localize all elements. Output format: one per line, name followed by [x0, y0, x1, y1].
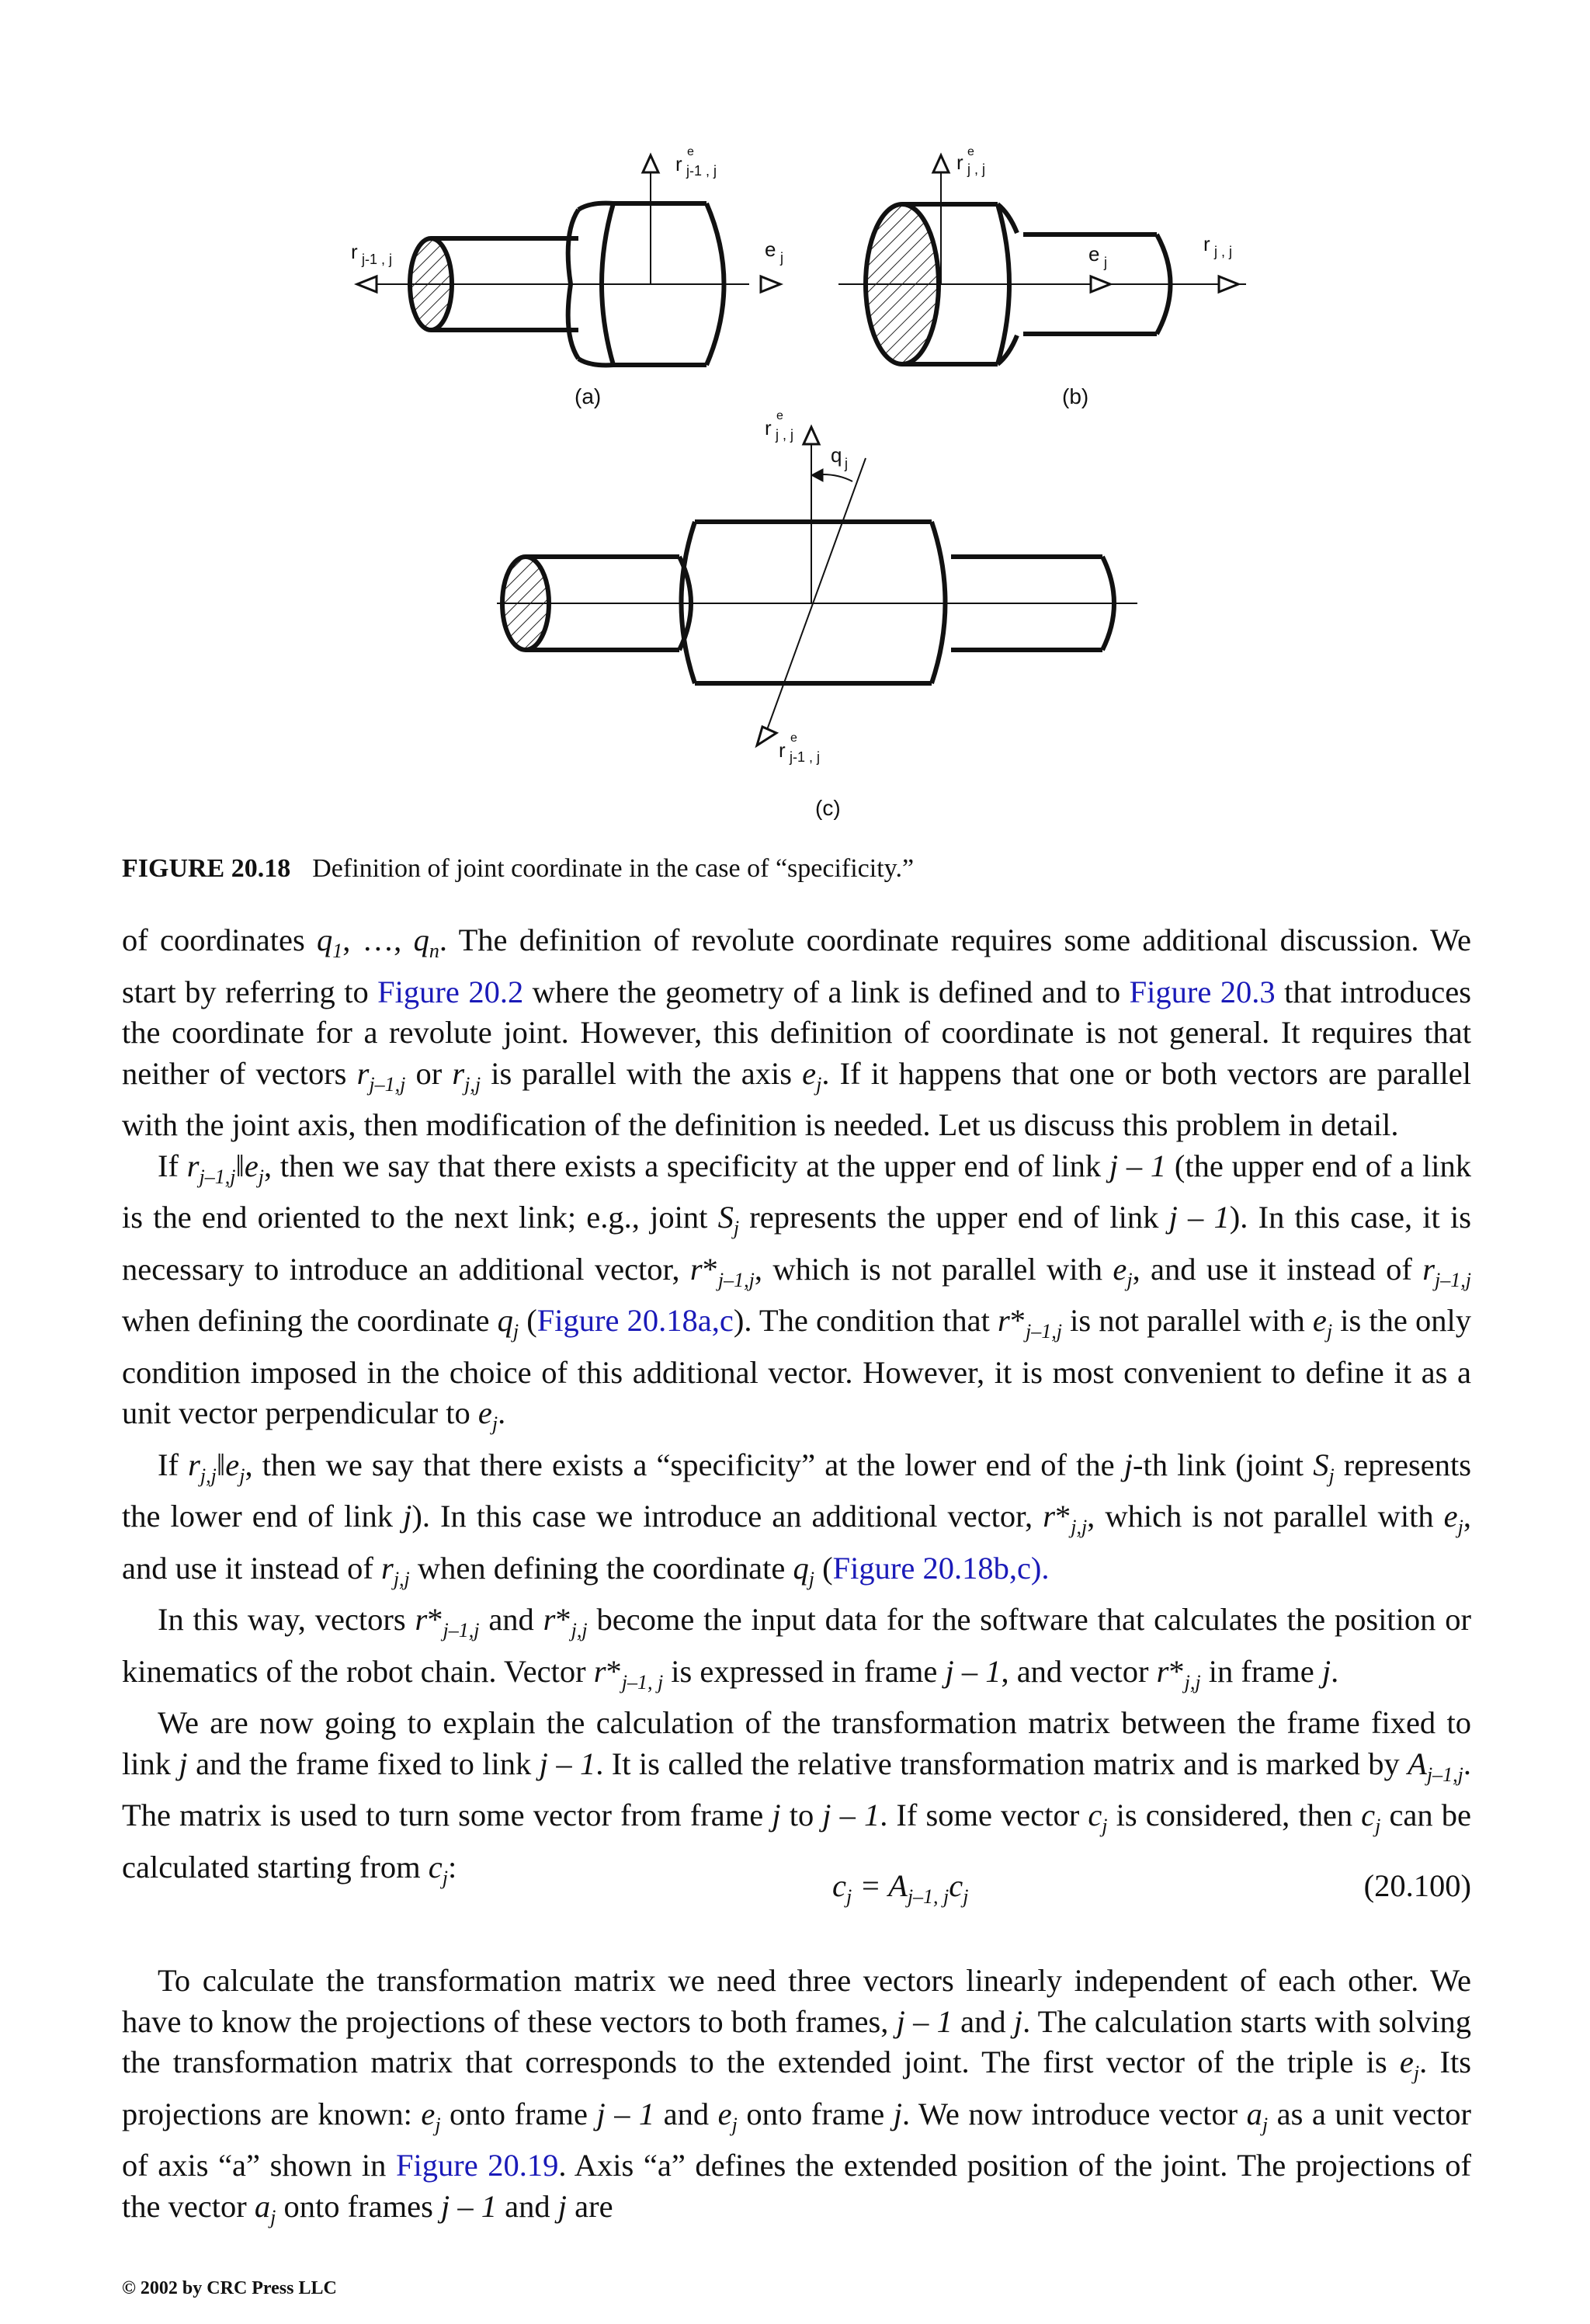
panel-b-drawing — [838, 155, 1246, 364]
panel-c-label: (c) — [815, 796, 841, 820]
label-re-jm1j-a-sup: e — [687, 145, 694, 158]
label-r-jj-b-sub: j , j — [1214, 244, 1233, 259]
equation-expression: $c_j = A_{j-1, j}c_j$ — [832, 1868, 969, 1908]
label-e-j-a-sub: j — [780, 250, 783, 266]
label-re-jm1j-c-sup: e — [790, 731, 797, 745]
link-figure-20-19[interactable]: Figure 20.19 — [395, 2148, 559, 2183]
label-re-jm1j-a: r — [675, 152, 682, 175]
label-e-j-b: e — [1088, 242, 1100, 266]
equation-20-100 — [122, 1867, 1471, 1914]
joint-coordinate-figure — [0, 0, 1590, 839]
copyright-footer: © 2002 by CRC Press LLC — [122, 2278, 337, 2298]
panel-c-drawing — [497, 427, 1137, 745]
label-r-jj-b: r — [1203, 232, 1210, 255]
body-text — [122, 920, 1471, 1898]
label-re-jm1j-a-sub: j-1 , j — [686, 163, 717, 179]
label-q-j-c: q — [831, 443, 842, 467]
label-re-jj-c: r — [765, 416, 772, 439]
label-re-jj-b: r — [956, 151, 963, 174]
link-figure-20-18bc[interactable]: Figure 20.18b,c). — [832, 1550, 1050, 1586]
label-re-jj-c-sup: e — [776, 409, 783, 422]
label-r-jm1j-a: r — [351, 240, 358, 263]
panel-a-drawing — [357, 155, 780, 365]
label-e-j-a: e — [765, 238, 776, 261]
panel-b-label: (b) — [1062, 384, 1089, 408]
label-re-jj-b-sub: j , j — [967, 162, 986, 177]
label-r-jm1j-a-sub: j-1 , j — [362, 252, 393, 267]
label-re-jm1j-c: r — [779, 738, 786, 762]
figure-caption — [122, 854, 914, 884]
label-e-j-b-sub: j — [1104, 255, 1107, 270]
equation-number: (20.100) — [1363, 1868, 1471, 1903]
label-re-jj-b-sup: e — [967, 145, 974, 158]
body-text-2 — [122, 1961, 1471, 2238]
paragraph-1: of coordinates $q_1$, …, $q_n$. The definition of revolute coordinate requires some additional discussion. We start by referring to Figure 20.2 where the geometry of a link is defined and to Figure 20.3 that introduces the coordinate for a revolute joint. However, this definition of coordinate is not general. It requires that neither of vectors $r_{j-1,j}$ or $r_{j,j}$ is parallel with the axis $e_j$. If it happens that one or both vectors are parallel with the joint axis, then modification of the definition is needed. Let us discuss this problem in detail. — [122, 922, 1472, 1142]
link-figure-20-2[interactable]: Figure 20.2 — [377, 974, 524, 1009]
figure-number: FIGURE 20.18 — [122, 854, 291, 883]
panel-a-label: (a) — [575, 384, 602, 408]
paragraph-4: In this way, vectors $r*_{j-1,j}$ and $r*_{j,j}$ become the input data for the software that calculates the position or kinematics of the robot chain. Vector $r*_{j-1, j}$ is expressed in frame j – 1, and vector $r*_{j,j}$ in frame j. — [122, 1602, 1471, 1693]
figure-caption-text: Definition of joint coordinate in the case of “specificity.” — [312, 854, 915, 883]
label-re-jj-c-sub: j , j — [776, 427, 794, 443]
link-figure-20-18ac[interactable]: Figure 20.18a,c — [536, 1303, 734, 1338]
label-re-jm1j-c-sub: j-1 , j — [790, 749, 821, 765]
paragraph-6: To calculate the transformation matrix we need three vectors linearly independent of each other. We have to know the projections of these vectors to both frames, j – 1 and j. The calculation starts with solving the transformation matrix that corresponds to the extended joint. The first vector of the triple is $e_j$. Its projections are known: $e_j$ onto frame j – 1 and $e_j$ onto frame j. We now introduce vector $a_j$ as a unit vector of axis “a” shown in Figure 20.19. Axis “a” defines the extended position of the joint. The projections of the vector $a_j$ onto frames j – 1 and j are — [122, 1963, 1471, 2228]
paragraph-2: If $r_{j-1,j}‖e_j$, then we say that there exists a specificity at the upper end of link j – 1 (the upper end of a link is the end oriented to the next link; e.g., joint $S_j$ represents the upper end of link j – 1). In this case, it is necessary to introduce an additional vector, $r*_{j-1,j}$, which is not parallel with $e_j$, and use it instead of $r_{j-1,j}$ when defining the coordinate $q_j$ (Figure 20.18a,c). The condition that $r*_{j-1,j}$ is not parallel with $e_j$ is the only condition imposed in the choice of this additional vector. However, it is most convenient to define it as a unit vector perpendicular to $e_j$. — [122, 1148, 1471, 1435]
paragraph-3: If $r_{j,j}‖e_j$, then we say that there exists a “specificity” at the lower end of the j-th link (joint $S_j$ represents the lower end of link j). In this case we introduce an additional vector, $r*_{j,j}$, which is not parallel with $e_j$, and use it instead of $r_{j,j}$ when defining the coordinate $q_j$ (Figure 20.18b,c). — [122, 1447, 1471, 1590]
link-figure-20-3[interactable]: Figure 20.3 — [1129, 974, 1276, 1009]
label-q-j-c-sub: j — [845, 456, 848, 471]
paragraph-5: We are now going to explain the calculation of the transformation matrix between the frame fixed to link j and the frame fixed to link j – 1. It is called the relative transformation matrix and is marked by $A_{j-1,j}$. The matrix is used to turn some vector from frame j to j – 1. If some vector $c_j$ is considered, then $c_j$ can be calculated starting from $c_j$: — [122, 1705, 1471, 1889]
